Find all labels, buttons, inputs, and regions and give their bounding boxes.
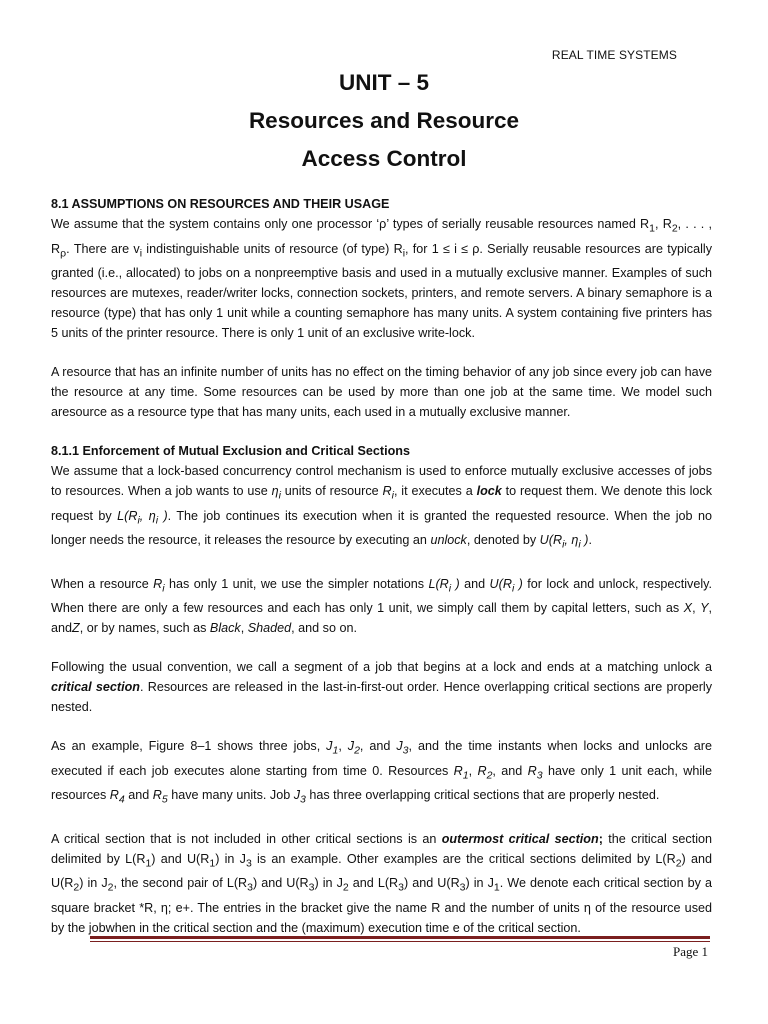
chapter-title-line-1: Resources and Resource [248,108,520,133]
chapter-title-line-2: Access Control [301,146,467,171]
page-number: Page 1 [672,944,708,959]
paragraph-5: Following the usual convention, we call a segment of a job that begins at a lock and ends at a matching unlock a critical section. Resources are released in the last-in-first-out order. Hence overlapping critical sections are properly nested. [51,660,712,715]
footer-rule [90,936,710,942]
unit-title: UNIT – 5 [338,70,430,95]
paragraph-4: When a resource $R_i$ has only 1 unit, we use the simpler notations $L(R_i$ ) and $U(R_i$ ) for lock and unlock, respectively. When there are only a few resources and each has only 1 unit, we simply call them by capital letters, such as X, Y, andZ, or by names, such as Black, Shaded, and so on. [51,576,712,636]
paragraph-7: A critical section that is not included in other critical sections is an outermost critical section; the critical section delimited by $L(R_1)$ and $U(R_1)$ in $J_3$ is an example. Other examples are the critical sections delimited by $L(R_2)$ and $U(R_2)$ in $J_2$, the second pair of $L(R_3)$ and $U(R_3)$ in $J_2$ and $L(R_3)$ and $U(R_3)$ in $J_1$. We denote each critical section by a square bracket *R, η; e+. The entries in the bracket give the name R and the number of units η of the resource used by the jobwhen in the critical section and the (maximum) execution time e of the critical section. [51,831,713,935]
paragraph-2: A resource that has an infinite number of units has no effect on the timing behavior of any job since every job can have the resource at any time. Some resources can be used by more than one job at the same time. We model such aresource as a resource type that has many units, each used in a mutually exclusive manner. [51,365,712,420]
title-block [0,64,768,178]
section-heading-8-1-1: 8.1.1 Enforcement of Mutual Exclusion and Critical Sections [51,444,411,459]
running-header: REAL TIME SYSTEMS [551,48,677,62]
paragraph-1: We assume that the system contains only one processor ‘ρ’ types of serially reusable resources named $R_1$, $R_2$, . . . , $R_\rho$. There are $v_i$ indistinguishable units of resource (of type) $R_i$, for 1 ≤ i ≤ ρ. Serially reusable resources are typically granted (i.e., allocated) to jobs on a nonpreemptive basis and used in a mutually exclusive manner. Examples of such resources are mutexes, reader/writer locks, connection sockets, printers, and remote servers. A binary semaphore is a resource (type) that has only 1 unit while a counting semaphore has many units. A system containing five printers has 5 units of the printer resource. There is only 1 unit of an exclusive write-lock. [51,217,712,341]
document-body [51,194,712,957]
paragraph-6: As an example, Figure 8–1 shows three jobs, $J_1$, $J_2$, and $J_3$, and the time instants when locks and unlocks are executed if each job executes alone starting from time 0. Resources $R_1$, $R_2$, and $R_3$ have only 1 unit each, while resources $R_4$ and $R_5$ have many units. Job $J_3$ has three overlapping critical sections that are properly nested. [51,739,713,806]
paragraph-3: We assume that a lock-based concurrency control mechanism is used to enforce mutually exclusive accesses of jobs to resources. When a job wants to use $\eta_i$ units of resource $R_i$, it executes a lock to request them. We denote this lock request by $L(R_i$, $\eta_i$ ). The job continues its execution when it is granted the requested resource. When the job no longer needs the resource, it releases the resource by executing an unlock, denoted by $U(R_i$, $\eta_i$ ). [51,464,712,551]
section-heading-8-1: 8.1 ASSUMPTIONS ON RESOURCES AND THEIR USAGE [51,197,390,211]
